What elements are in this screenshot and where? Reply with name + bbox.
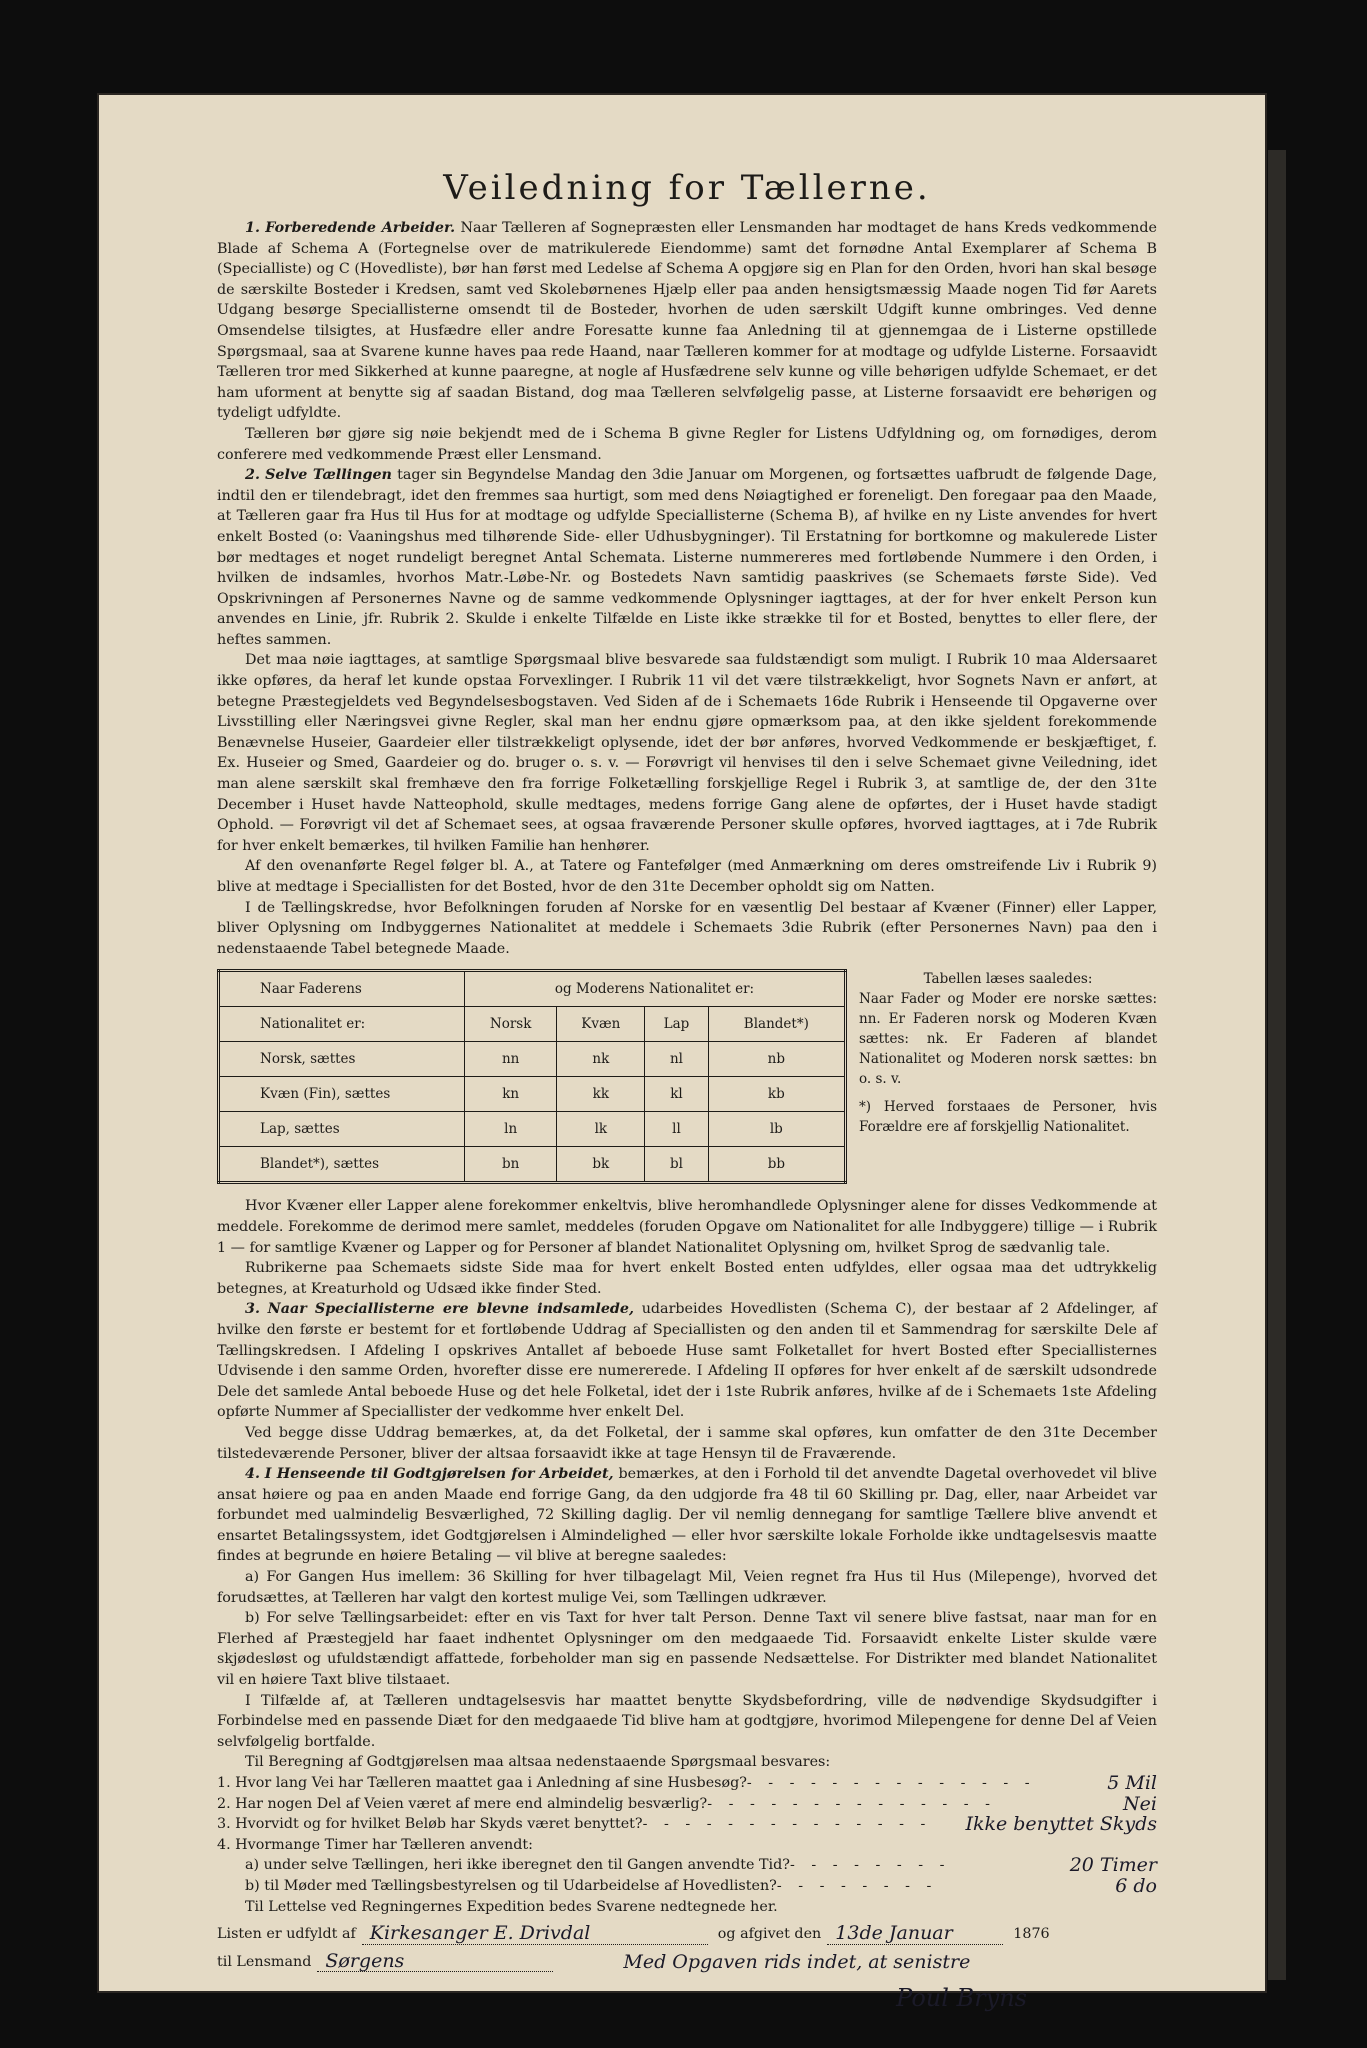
question-4 — [217, 1835, 1157, 1856]
row-label: Blandet*), sættes — [219, 1147, 465, 1183]
leader-dashes: - - - - - - - - — [776, 1877, 938, 1894]
col-header: Norsk — [465, 1007, 557, 1042]
father-header: Naar Faderens — [219, 971, 465, 1007]
section-2-paragraph-3: Af den ovenanførte Regel følger bl. A., at Tatere og Fantefølger (med Anmærkning om deres omstreifende Liv i Rubrik 9) blive at medtage i Speciallisten for det Bosted, hvor de den 31te December opholdt sig om Natten. — [217, 858, 1157, 895]
row-label: Kvæn (Fin), sættes — [219, 1077, 465, 1112]
questions-intro: Til Beregning af Godtgjørelsen maa altsaa nedenstaaende Spørgsmaal besvares: — [245, 1754, 831, 1771]
row-label: Norsk, sættes — [219, 1042, 465, 1077]
section-1-heading: Forberedende Arbeider. — [265, 220, 456, 236]
page-title: Veiledning for Tællerne. — [443, 168, 931, 208]
question-3-text: 3. Hvorvidt og for hvilket Beløb har Skyds været benyttet? — [217, 1816, 643, 1833]
table-cell: ln — [465, 1112, 557, 1147]
section-2-heading: Selve Tællingen — [265, 467, 392, 484]
after-table-paragraph-2: Rubrikerne paa Schemaets sidste Side maa for hvert enkelt Bosted enten udfyldes, eller ogsaa maa det udtrykkelig betegnes, at Kreaturhold og Udsæd ikke finder Sted. — [217, 1260, 1157, 1297]
question-1-text: 1. Hvor lang Vei har Tælleren maattet gaa i Anledning af sine Husbesøg? — [217, 1775, 747, 1791]
lensmand-value: Sørgens — [317, 1951, 553, 1973]
question-1 — [217, 1773, 1157, 1794]
signature-block — [217, 1984, 1157, 2013]
section-2-paragraph-2: Det maa nøie iagttages, at samtlige Spørgsmaal blive besvarede saa fuldstændigt som muligt. I Rubrik 10 maa Aldersaaret ikke opføres, da heraf let kunde opstaa Forvexlinger. I Rubrik 11 vil det være tilstrækkeligt, hvor Sognets Navn er anført, at betegne Præstegjeldets ved Begyndelsesbogstaven. Ved Siden af de i Schemaets 16de Rubrik i Henseende til Opgaverne over Livsstilling eller Næringsvei givne Regler, skal man her endnu gjøre opmærksom paa, at den ikke sjeldent forekommende Benævnelse Huseier, Gaardeier eller tilstrækkeligt oplysende, idet der bør anføres, hvorved Vedkommende er beskjæftiget, f. Ex. Huseier og Smed, Gaardeier og do. bruger o. s. v. — Forøvrigt vil henvises til den i selve Schemaet givne Veiledning, idet man alene særskilt skal fremhæve den fra forrige Folketælling forskjellige Regel i Rubrik 3, at samtlige de, der den 31te December i Huset havde Natteophold, skulle medtages, medens forrige Gang alene de opførtes, der i Huset havde stadigt Ophold. — Forøvrigt vil det af Schemaet sees, at ogsaa fraværende Personer skulle opføres, hvorved iagttages, at i 7de Rubrik for hver enkelt bemærkes, til hvilken Familie han henhører. — [217, 652, 1157, 854]
nationality-table — [217, 969, 847, 1184]
table-cell: nk — [557, 1042, 645, 1077]
col-header: Kvæn — [557, 1007, 645, 1042]
section-1 — [217, 218, 1157, 424]
question-4b — [217, 1876, 1157, 1897]
table-cell: kk — [557, 1077, 645, 1112]
table-cell: bn — [465, 1147, 557, 1183]
section-3-number: 3. — [245, 1301, 260, 1318]
lensmand-label: til Lensmand — [217, 1953, 312, 1970]
col-header: Blandet*) — [708, 1007, 845, 1042]
afgivet-label: og afgivet den — [717, 1926, 822, 1943]
question-4a — [217, 1855, 1157, 1876]
handwritten-note: Med Opgaven rids indet, at senistre — [623, 1950, 971, 1973]
section-2 — [217, 465, 1157, 650]
table-cell: ll — [645, 1112, 708, 1147]
answer-4a: 20 Timer — [1069, 1854, 1157, 1877]
section-4-paragraph-c: I Tilfælde af, at Tælleren undtagelsesvis har maattet benytte Skydsbefordring, ville de nødvendige Skydsudgifter i Forbindelse med en passende Diæt for den medgaaede Tid blive ham at godtgjøre, hvorimod Milepengene for denne Del af Veien selvfølgelig bortfalde. — [217, 1692, 1157, 1750]
question-4a-text: a) under selve Tællingen, heri ikke iberegnet den til Gangen anvendte Tid? — [245, 1857, 790, 1874]
section-4-item-b: b) For selve Tællingsarbeidet: efter en vis Taxt for hver talt Person. Denne Taxt vil senere blive fastsat, naar man for en Flerhed af Præstegjeld har faaet indhentet Oplysninger om den medgaaede Tid. Forsaavidt enkelte Lister skulde være skjødesløst og ufuldstændigt affattede, forbeholder man sig en passende Nedsættelse. For Distrikter med blandet Nationalitet vil en høiere Taxt blive tilstaaet. — [217, 1610, 1157, 1689]
section-3-heading: Naar Speciallisterne ere blevne indsamlede, — [267, 1301, 634, 1318]
section-2-paragraph-4: I de Tællingskredse, hvor Befolkningen foruden af Norske for en væsentlig Del bestaar af Kvæner (Finner) eller Lapper, bliver Oplysning om Indbyggernes Nationalitet at meddele i Schemaets 3die Rubrik (efter Personernes Navn) paa den i nedenstaaende Tabel betegnede Maade. — [217, 899, 1157, 957]
table-cell: kl — [645, 1077, 708, 1112]
section-1-text: Naar Tælleren af Sognepræsten eller Lensmanden har modtaget de hans Kreds vedkommende Blade af Schema A (Fortegnelse over de matrikulerede Eiendomme) samt det fornødne Antal Exemplarer af Schema B (Specialliste) og C (Hovedliste), bør han først med Ledelse af Schema A opgjøre sig en Plan for den Orden, hvori han skal besøge de særskilte Bosteder i Kredsen, samt ved Skolebørnenes Hjælp eller paa anden hensigtsmæssig Maade nogen Tid før Aarets Udgang besørge Speciallisterne omsendt til de Bosteder, hvorhen de uden særskilt Udgift kunne ombringes. Ved denne Omsendelse tilsigtes, at Husfædre eller andre Foresatte kunne faa Anledning til at gjennemgaa de i Listerne opstillede Spørgsmaal, saa at Svarene kunne haves paa rede Haand, naar Tælleren kommer for at modtage og udfylde Listerne. Forsaavidt Tælleren tror med Sikkerhed at kunne paaregne, at nogle af Husfædrene selv kunne og ville behørigen udfylde Schemaet, er det ham uforment at benytte sig af saadan Bistand, dog maa Tælleren selvfølgelig passe, at Listerne forsaavidt ere behørigen og tydeligt udfyldte. — [217, 220, 1157, 422]
table-cell: lb — [708, 1112, 845, 1147]
answer-1: 5 Mil — [1107, 1772, 1157, 1794]
table-row — [219, 1077, 846, 1112]
question-2 — [217, 1794, 1157, 1815]
table-note — [859, 969, 1157, 1184]
table-note-text: Naar Fader og Moder ere norske sættes: nn. Er Faderen norsk og Moderen Kvæn sættes: nk. Er Faderen af blandet Nationalitet og Moderen norsk sættes: bn o. s. v. — [859, 991, 1157, 1088]
section-3-text: udarbeides Hovedlisten (Schema C), der bestaar af 2 Afdelinger, af hvilke den første er bestemt for et fortløbende Uddrag af Speciallisten og den anden til et Sammendrag for særskilte Dele af Tællingskredsen. I Afdeling I opskrives Antallet af beboede Huse samt Folketallet for hvert Bosted efter Speciallisternes Udvisende i den samme Orden, hvorefter disse ere numererede. I Afdeling II opføres for hver enkelt af de særskilt udsondrede Dele det samlede Antal beboede Huse og det hele Folketal, idet der i 1ste Rubrik anføres, hvilke af de i Schemaets 1ste Afdeling opførte Nummer af Speciallister der vedkomme hver enkelt Del. — [217, 1301, 1158, 1421]
listen-value: Kirkesanger E. Drivdal — [362, 1923, 708, 1945]
table-footnote: *) Herved forstaaes de Personer, hvis Forældre ere af forskjellig Nationalitet. — [859, 1099, 1157, 1136]
leader-dashes: - - - - - - - - — [789, 1857, 951, 1874]
document-content — [217, 168, 1157, 2013]
answer-4b: 6 do — [1115, 1874, 1157, 1897]
table-cell: bk — [557, 1147, 645, 1183]
answer-3: Ikke benyttet Skyds — [965, 1813, 1157, 1836]
table-cell: bl — [645, 1147, 708, 1183]
table-cell: lk — [557, 1112, 645, 1147]
leader-dashes: - - - - - - - - - - - - - - — [642, 1816, 932, 1833]
table-cell: nb — [708, 1042, 845, 1077]
table-cell: nn — [465, 1042, 557, 1077]
table-cell: kb — [708, 1077, 845, 1112]
section-4-heading: I Henseende til Godtgjørelsen for Arbeidet, — [264, 1466, 614, 1483]
signature: Poul Bryns — [896, 1984, 1027, 2013]
section-3-paragraph-2: Ved begge disse Uddrag bemærkes, at, da det Folketal, der i samme skal opføres, kun omfatter de den 31te December tilstedeværende Personer, bliver der altsaa forsaavidt ikke at tage Hensyn til de Fraværende. — [217, 1424, 1157, 1462]
section-4-text: bemærkes, at den i Forhold til det anvendte Dagetal overhovedet vil blive ansat høiere og paa en anden Maade end forrige Gang, da den udgjorde fra 48 til 60 Skilling pr. Dag, eller, naar Arbeidet var forbundet med ualmindelig Besværlighed, 72 Skilling daglig. Der vil nemlig dennegang for samtlige Tællere blive anvendt et ensartet Betalingssystem, idet Godtgjørelsen i Almindelighed — eller hvor særskilte lokale Forholde ikke undtagelsesvis maatte findes at begrunde en høiere Betaling — vil blive at beregne saaledes: — [217, 1466, 1157, 1565]
document-page — [97, 93, 1267, 2013]
table-cell: kn — [465, 1077, 557, 1112]
table-row — [219, 1147, 846, 1183]
row-label: Lap, sættes — [219, 1112, 465, 1147]
section-4 — [217, 1464, 1157, 1567]
answer-2: Nei — [1123, 1792, 1157, 1815]
question-2-text: 2. Har nogen Del af Veien været af mere end almindelig besværlig? — [217, 1795, 708, 1812]
section-3 — [217, 1299, 1157, 1423]
footer-line-1 — [217, 1923, 1157, 1945]
page-edge-shadow — [1268, 150, 1286, 1980]
col-header: Lap — [645, 1007, 708, 1042]
table-row — [219, 1112, 846, 1147]
mother-header: og Moderens Nationalitet er: — [465, 971, 846, 1007]
question-4-text: 4. Hvormange Timer har Tælleren anvendt: — [217, 1836, 533, 1853]
leader-dashes: - - - - - - - - - - - - - - — [707, 1795, 996, 1812]
table-note-title: Tabellen læses saaledes: — [923, 971, 1093, 988]
leader-dashes: - - - - - - - - - - - - - - — [746, 1775, 1036, 1791]
section-4-number: 4. — [245, 1466, 260, 1483]
question-4b-text: b) til Møder med Tællingsbestyrelsen og til Udarbeidelse af Hovedlisten? — [245, 1877, 777, 1894]
section-4-item-a: a) For Gangen Hus imellem: 36 Skilling for hver tilbagelagt Mil, Veien regnet fra Hus til Hus (Milepenge), hvorved det forudsættes, at Tælleren har valgt den kortest mulige Vei, som Tællingen udkræver. — [217, 1569, 1157, 1606]
table-cell: bb — [708, 1147, 845, 1183]
year: 1876 — [1013, 1926, 1050, 1943]
section-2-text: tager sin Begyndelse Mandag den 3die Januar om Morgenen, og fortsættes uafbrudt de følgende Dage, indtil den er tilendebragt, idet den fremmes saa hurtigt, som med dens Nøiagtighed er foreneligt. Den foregaar paa den Maade, at Tælleren gaar fra Hus til Hus for at modtage og udfylde Speciallisterne (Schema B), af hvilke en ny Liste anvendes for hvert enkelt Bosted (o: Vaaningshus med tilhørende Side- eller Udhusbygninger). Til Erstatning for bortkomne og makulerede Lister bør medtages et noget rundeligt beregnet Antal Schemata. Listerne nummereres med fortløbende Nummere i den Orden, i hvilken de indsamles, hvorhos Matr.-Løbe-Nr. og Bostedets Navn samtidig paaskrives (se Schemaets første Side). Ved Opskrivningen af Personernes Navne og de samme vedkommende Oplysninger iagttages, at der for hver enkelt Person kun anvendes en Linie, jfr. Rubrik 2. Skulde i enkelte Tilfælde en Liste ikke strække til for et Bosted, benyttes to eller flere, der heftes sammen. — [217, 467, 1158, 648]
after-table-paragraph-1: Hvor Kvæner eller Lapper alene forekommer enkeltvis, blive heromhandlede Oplysninger alene for disses Vedkommende at meddele. Forekomme de derimod mere samlet, meddeles (foruden Opgave om Nationalitet for alle Indbyggere) tillige — i Rubrik 1 — for samtlige Kvæner og Lapper og for Personer af blandet Nationalitet Oplysning om, hvilket Sprog de sædvanlig tale. — [217, 1198, 1157, 1256]
section-2-number: 2. — [245, 467, 260, 484]
closing-line: Til Lettelse ved Regningernes Expedition bedes Svarene nedtegnede her. — [245, 1898, 778, 1915]
table-row — [219, 1042, 846, 1077]
father-header-2: Nationalitet er: — [219, 1007, 465, 1042]
question-3 — [217, 1814, 1157, 1835]
footer-line-2 — [217, 1951, 1157, 1973]
nationality-table-block — [217, 969, 1157, 1184]
afgivet-value: 13de Januar — [827, 1923, 1003, 1945]
section-1-number: 1. — [245, 220, 260, 236]
table-cell: nl — [645, 1042, 708, 1077]
section-1-paragraph-2: Tælleren bør gjøre sig nøie bekjendt med de i Schema B givne Regler for Listens Udfyldning og, om fornødiges, derom conferere med vedkommende Præst eller Lensmand. — [217, 425, 1157, 463]
listen-label: Listen er udfyldt af — [217, 1926, 356, 1943]
